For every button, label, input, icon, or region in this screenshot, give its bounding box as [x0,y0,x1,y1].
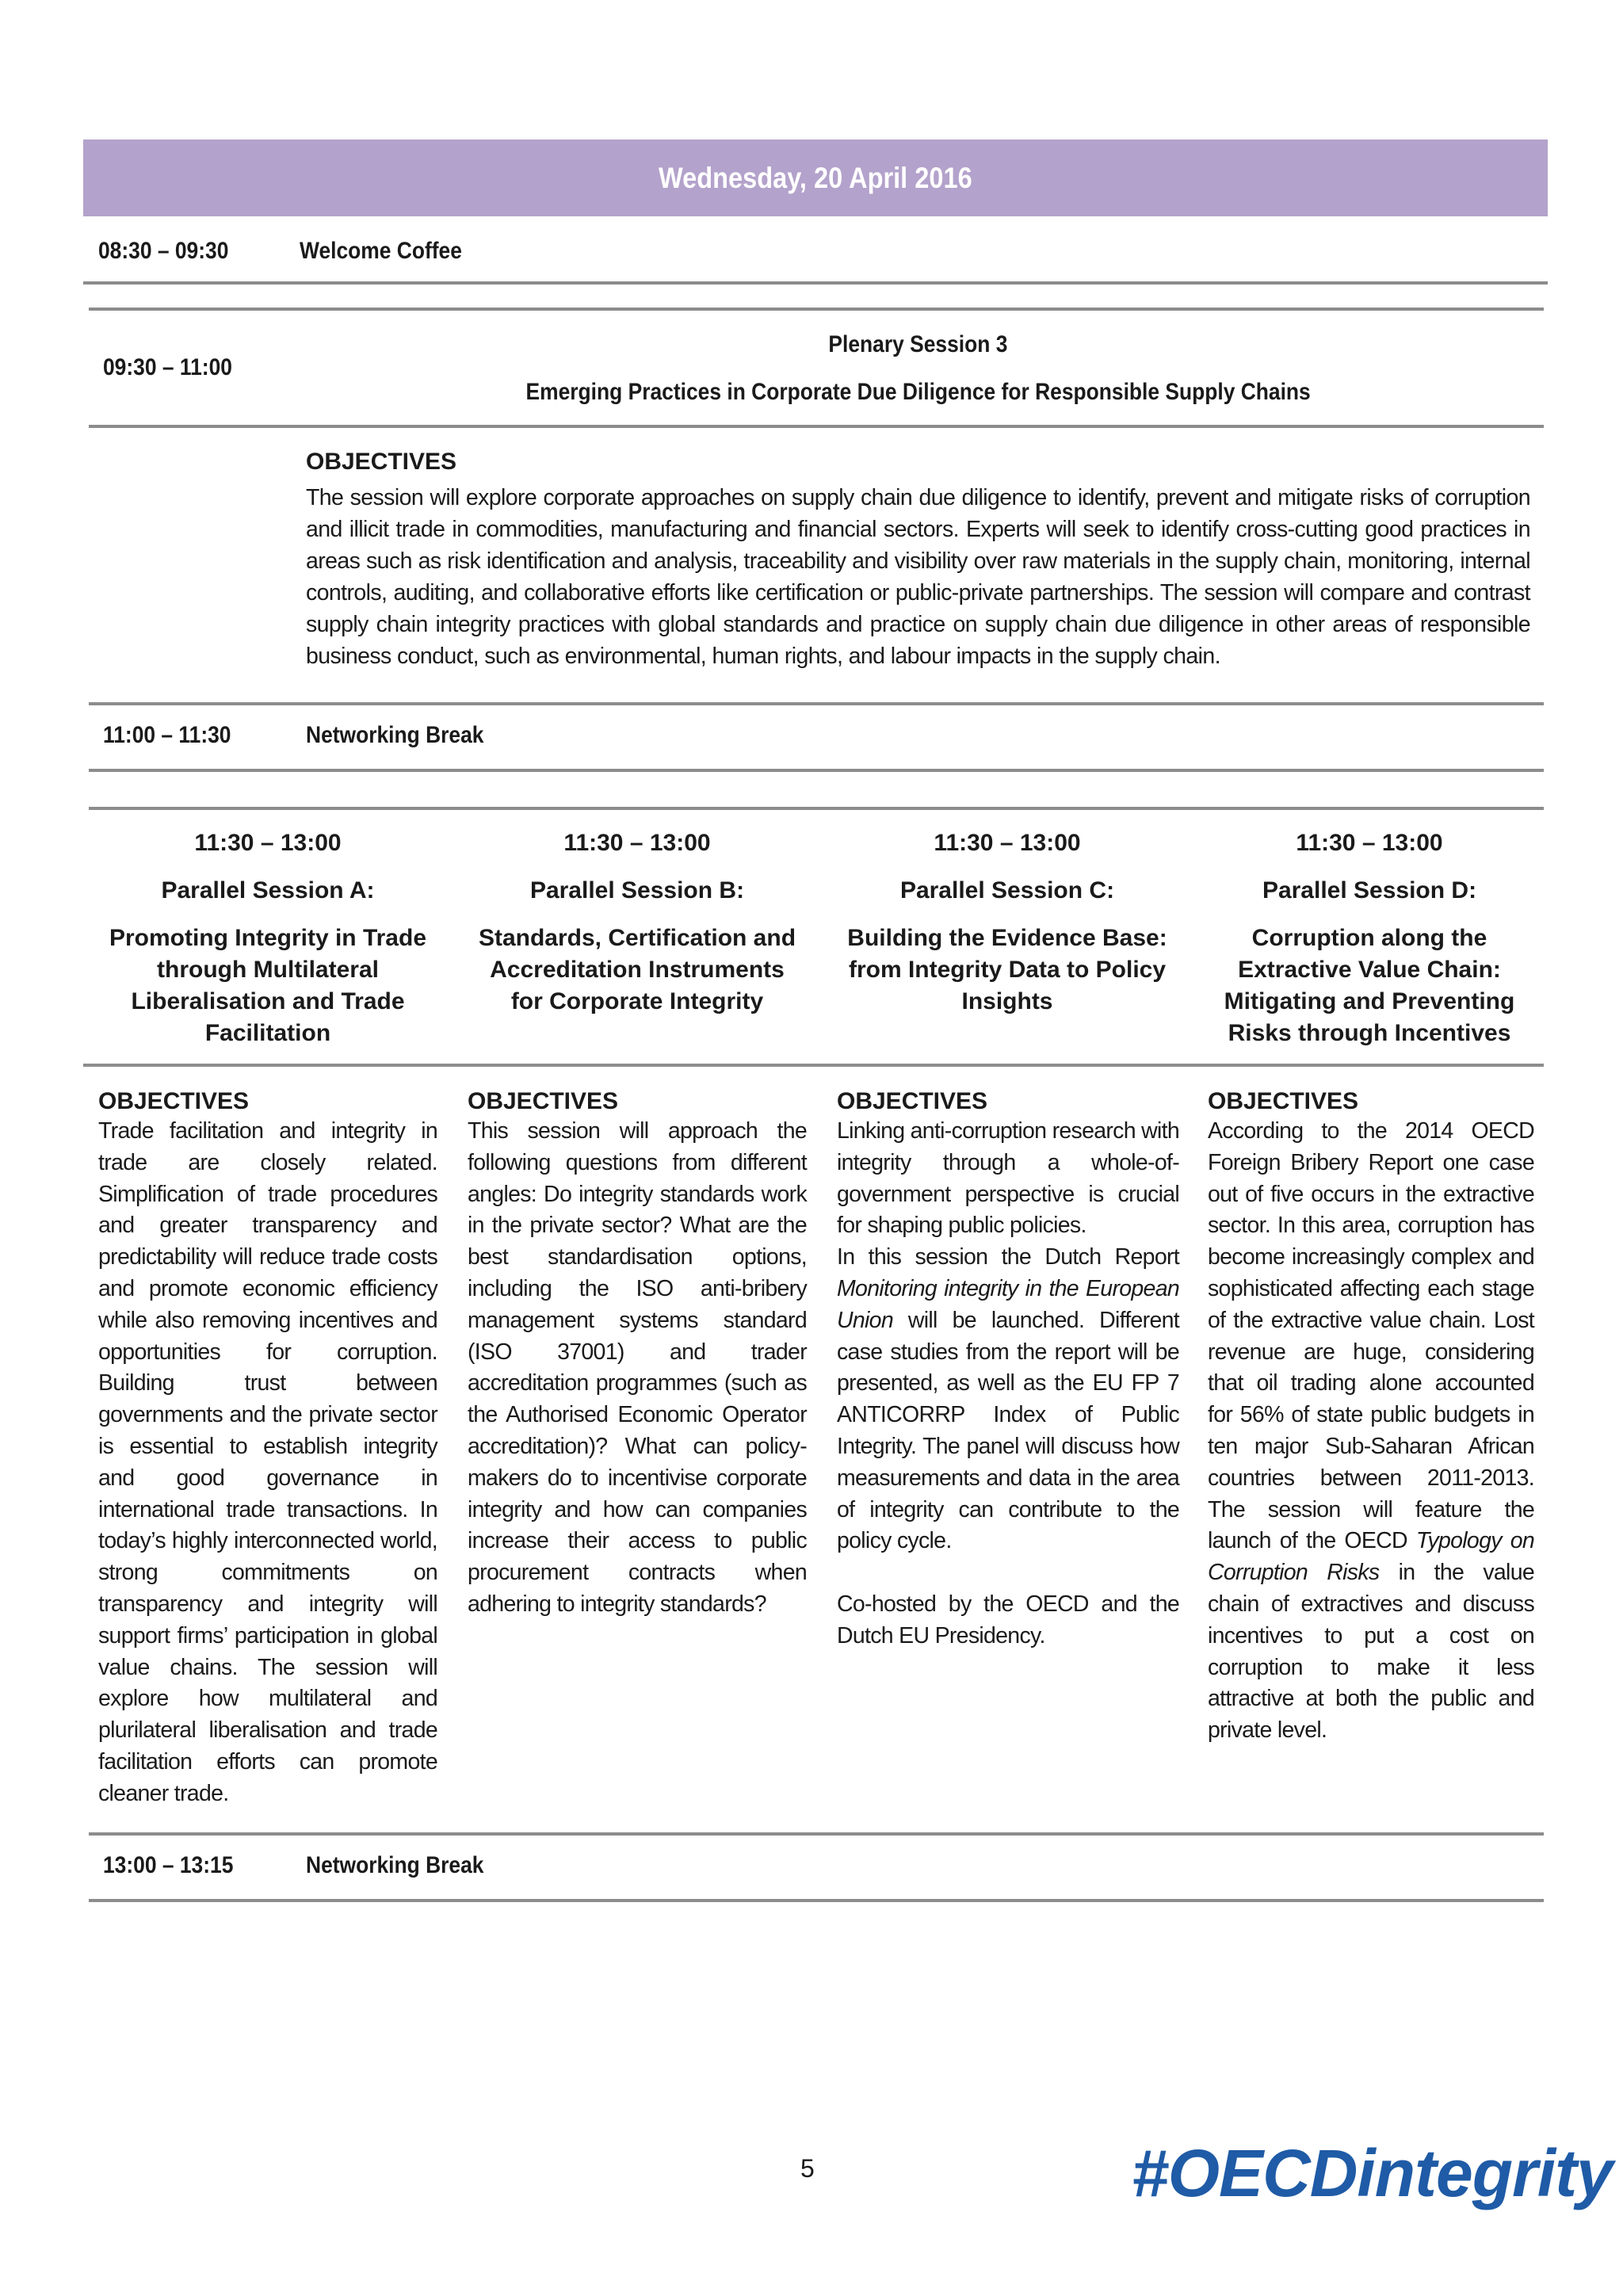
objectives-text: Trade facilitation and integrity in trade are closely related. Simplification of trade procedures and greater transparency and predictability will reduce trade costs and promote economic efficiency while also removing incentives and opportunities for corruption. Building trust between governments and the private sector is essential to establish integrity and good governance in international trade transactions. In today’s highly interconnected world, strong commitments on transparency and integrity will support firms’ participation in global value chains. The session will explore how multilateral and plurilateral liberalisation and trade facilitation efforts can promote cleaner trade. [98,1118,437,1806]
parallel-session-b-header [475,827,800,1018]
objectives-text: The session will explore corporate approaches on supply chain due diligence to identify, prevent and mitigate risks of corruption and illicit trade in commodities, manufacturing and financial sectors. Experts will seek to identify cross-cutting good practices in areas such as risk identification and analysis, traceability and visibility over raw materials in the supply chain, monitoring, internal controls, auditing, and collaborative efforts like certification or public-private partnerships. The session will compare and contrast supply chain integrity practices with global standards and practice on supply chain due diligence in other areas of responsible business conduct, such as environmental, human rights, and labour impacts in the supply chain. [306,485,1530,669]
session-label: Parallel Session C: [899,877,1115,904]
page-number: 5 [800,2154,815,2183]
break1-title: Networking Break [306,722,484,748]
objectives-text-launch: In this session the Dutch Report Monitoring integrity in the European Union will be launched. Different case studies from the report will be presented, as well as the EU FP 7 ANTICORRP Index of Public Integrity. The panel will discuss how measurements and data in the area of integrity can contribute to the policy cycle. [837,1244,1179,1554]
divider [89,1899,1544,1902]
parallel-session-d-objectives [1208,1087,1534,1747]
divider [89,1832,1544,1836]
parallel-session-d-header [1207,827,1532,1049]
session-title: Standards, Certification and Accreditation Instruments for Corporate Integrity [478,925,796,1014]
objectives-text: According to the 2014 OECD Foreign Bribery Report one case out of five occurs in the extractive sector. In this area, corruption has become increasingly complex and sophisticated affecting each stage of the extractive value chain. Lost revenue are huge, considering that oil trading alone accounted for 56% of state public budgets in ten major Sub-Saharan African countries between 2011-2013. The session will feature the launch of the OECD Typology on Corruption Risks in the value chain of extractives and discuss incentives to put a cost on corruption to make it less attractive at both the public and private level. [1208,1118,1534,1744]
session-time: 11:30 – 13:00 [1296,830,1443,856]
session-label: Parallel Session B: [529,877,745,904]
session-time: 11:30 – 13:00 [194,830,342,856]
divider [83,281,1548,285]
divider [89,308,1544,311]
plenary-session-label: Plenary Session 3 [828,331,1008,357]
objectives-heading: OBJECTIVES [837,1088,988,1114]
plenary-session-title: Emerging Practices in Corporate Due Diligence for Responsible Supply Chains [525,379,1311,405]
parallel-session-a-header [105,827,430,1049]
session-label: Parallel Session A: [161,877,375,904]
plenary-time: 09:30 – 11:00 [103,354,232,380]
plenary-objectives [306,449,1530,672]
report-title: Monitoring integrity in the European Union [837,1275,1179,1333]
objectives-text: This session will approach the following questions from different angles: Do integrity standards work in the private sector? What are the best standardisation options, including the ISO anti-bribery management systems standard (ISO 37001) and trader accreditation programmes (such as the Authorised Economic Operator accreditation)? What can policy-makers do to incentivise corporate integrity and how can companies increase their access to public procurement contracts when adhering to integrity standards? [468,1118,807,1617]
day-header: Wednesday, 20 April 2016 [659,161,972,194]
session-time: 11:30 – 13:00 [934,830,1081,856]
session-label: Parallel Session D: [1262,877,1477,904]
session-title: Corruption along the Extractive Value Chain: Mitigating and Preventing Risks through Incentives [1224,925,1515,1046]
divider [89,702,1544,705]
welcome-time: 08:30 – 09:30 [98,238,229,264]
objectives-heading: OBJECTIVES [468,1088,619,1114]
break2-time: 13:00 – 13:15 [103,1852,234,1878]
oecd-integrity-hashtag: #OECDintegrity [1132,2136,1613,2210]
divider [89,425,1544,428]
parallel-session-a-objectives [98,1087,437,1810]
objectives-heading: OBJECTIVES [306,449,457,475]
session-time: 11:30 – 13:00 [563,830,711,856]
parallel-session-b-objectives [468,1087,807,1621]
session-title: Promoting Integrity in Trade through Multilateral Liberalisation and Trade Facilitation [109,925,427,1046]
day-header-banner [83,139,1548,216]
divider [83,1064,1544,1067]
break2-title: Networking Break [306,1852,484,1878]
cohost-note: Co-hosted by the OECD and the Dutch EU Presidency. [837,1591,1179,1648]
typology-title: Typology on Corruption Risks [1208,1528,1534,1586]
divider [89,807,1544,810]
objectives-heading: OBJECTIVES [98,1088,250,1114]
objectives-heading: OBJECTIVES [1208,1088,1359,1114]
parallel-session-c-objectives [837,1087,1179,1652]
break1-time: 11:00 – 11:30 [103,722,231,748]
parallel-session-c-header [845,827,1170,1018]
divider [89,769,1544,772]
session-title: Building the Evidence Base: from Integrity Data to Policy Insights [847,925,1167,1014]
objectives-text-intro: Linking anti-corruption research with integrity through a whole-of-government perspective is crucial for shaping public policies. [837,1118,1179,1239]
welcome-title: Welcome Coffee [300,238,462,264]
